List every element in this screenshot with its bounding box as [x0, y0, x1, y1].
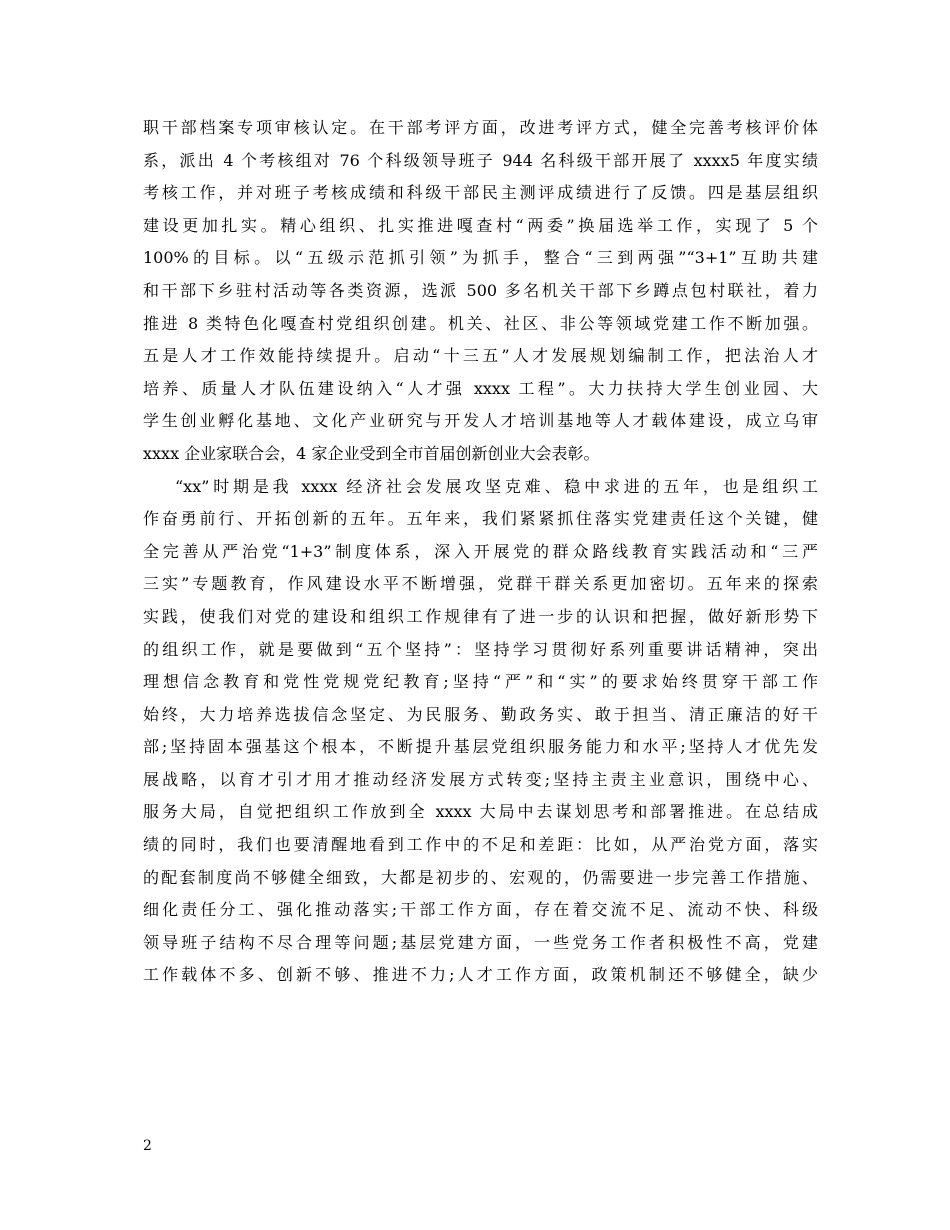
document-body [143, 112, 818, 992]
text-line: 100%的目标。以“五级示范抓引领”为抓手，整合“三到两强”“3+1”互助共建 [143, 248, 818, 268]
page-number: 2 [143, 1138, 152, 1154]
text-line: 展战略，以育才引才用才推动经济发展方式转变;坚持主责主业意识，围绕中心、 [143, 769, 818, 789]
text-line: “xx”时期是我 xxxx 经济社会发展攻坚克难、稳中求进的五年，也是组织工 [175, 476, 818, 496]
text-line: 五是人才工作效能持续提升。启动“十三五”人才发展规划编制工作，把法治人才 [143, 346, 818, 366]
text-line: 系，派出 4 个考核组对 76 个科级领导班子 944 名科级干部开展了 xxxx5 年度实绩 [143, 150, 818, 170]
text-line: 的组织工作，就是要做到“五个坚持”：坚持学习贯彻好系列重要讲话精神，突出 [143, 639, 818, 659]
text-line: 始终，大力培养选拔信念坚定、为民服务、勤政务实、敢于担当、清正廉洁的好干 [143, 704, 818, 724]
text-line: 部;坚持固本强基这个根本，不断提升基层党组织服务能力和水平;坚持人才优先发 [143, 737, 818, 757]
text-line: 服务大局，自觉把组织工作放到全 xxxx 大局中去谋划思考和部署推进。在总结成 [143, 802, 818, 822]
text-line: 全完善从严治党“1+3”制度体系，深入开展党的群众路线教育实践活动和“三严 [143, 541, 818, 561]
text-line: 三实”专题教育，作风建设水平不断增强，党群干群关系更加密切。五年来的探索 [143, 574, 818, 594]
text-line: 工作载体不多、创新不够、推进不力;人才工作方面，政策机制还不够健全，缺少 [143, 965, 818, 985]
text-line: 理想信念教育和党性党规党纪教育;坚持“严”和“实”的要求始终贯穿干部工作 [143, 672, 818, 692]
text-line: 考核工作，并对班子考核成绩和科级干部民主测评成绩进行了反馈。四是基层组织 [143, 183, 818, 203]
text-line: 绩的同时，我们也要清醒地看到工作中的不足和差距：比如，从严治党方面，落实 [143, 835, 818, 855]
text-line: 建设更加扎实。精心组织、扎实推进嘎查村“两委”换届选举工作，实现了 5 个 [143, 215, 818, 235]
text-line: 细化责任分工、强化推动落实;干部工作方面，存在着交流不足、流动不快、科级 [143, 900, 818, 920]
text-line: 实践，使我们对党的建设和组织工作规律有了进一步的认识和把握，做好新形势下 [143, 606, 818, 626]
text-line: 领导班子结构不尽合理等问题;基层党建方面，一些党务工作者积极性不高，党建 [143, 932, 818, 952]
paragraph-1 [143, 112, 818, 471]
text-line: 的配套制度尚不够健全细致，大都是初步的、宏观的，仍需要进一步完善工作措施、 [143, 867, 818, 887]
text-line: xxxx 企业家联合会，4 家企业受到全市首届创新创业大会表彰。 [143, 443, 600, 463]
text-line: 推进 8 类特色化嘎查村党组织创建。机关、社区、非公等领域党建工作不断加强。 [143, 313, 818, 333]
text-line: 和干部下乡驻村活动等各类资源，选派 500 多名机关干部下乡蹲点包村联社，着力 [143, 280, 818, 300]
paragraph-2 [143, 471, 818, 993]
text-line: 作奋勇前行、开拓创新的五年。五年来，我们紧紧抓住落实党建责任这个关键，健 [143, 509, 818, 529]
text-line: 培养、质量人才队伍建设纳入“人才强 xxxx 工程”。大力扶持大学生创业园、大 [143, 378, 818, 398]
text-line: 学生创业孵化基地、文化产业研究与开发人才培训基地等人才载体建设，成立乌审 [143, 411, 818, 431]
text-line: 职干部档案专项审核认定。在干部考评方面，改进考评方式，健全完善考核评价体 [143, 118, 818, 137]
